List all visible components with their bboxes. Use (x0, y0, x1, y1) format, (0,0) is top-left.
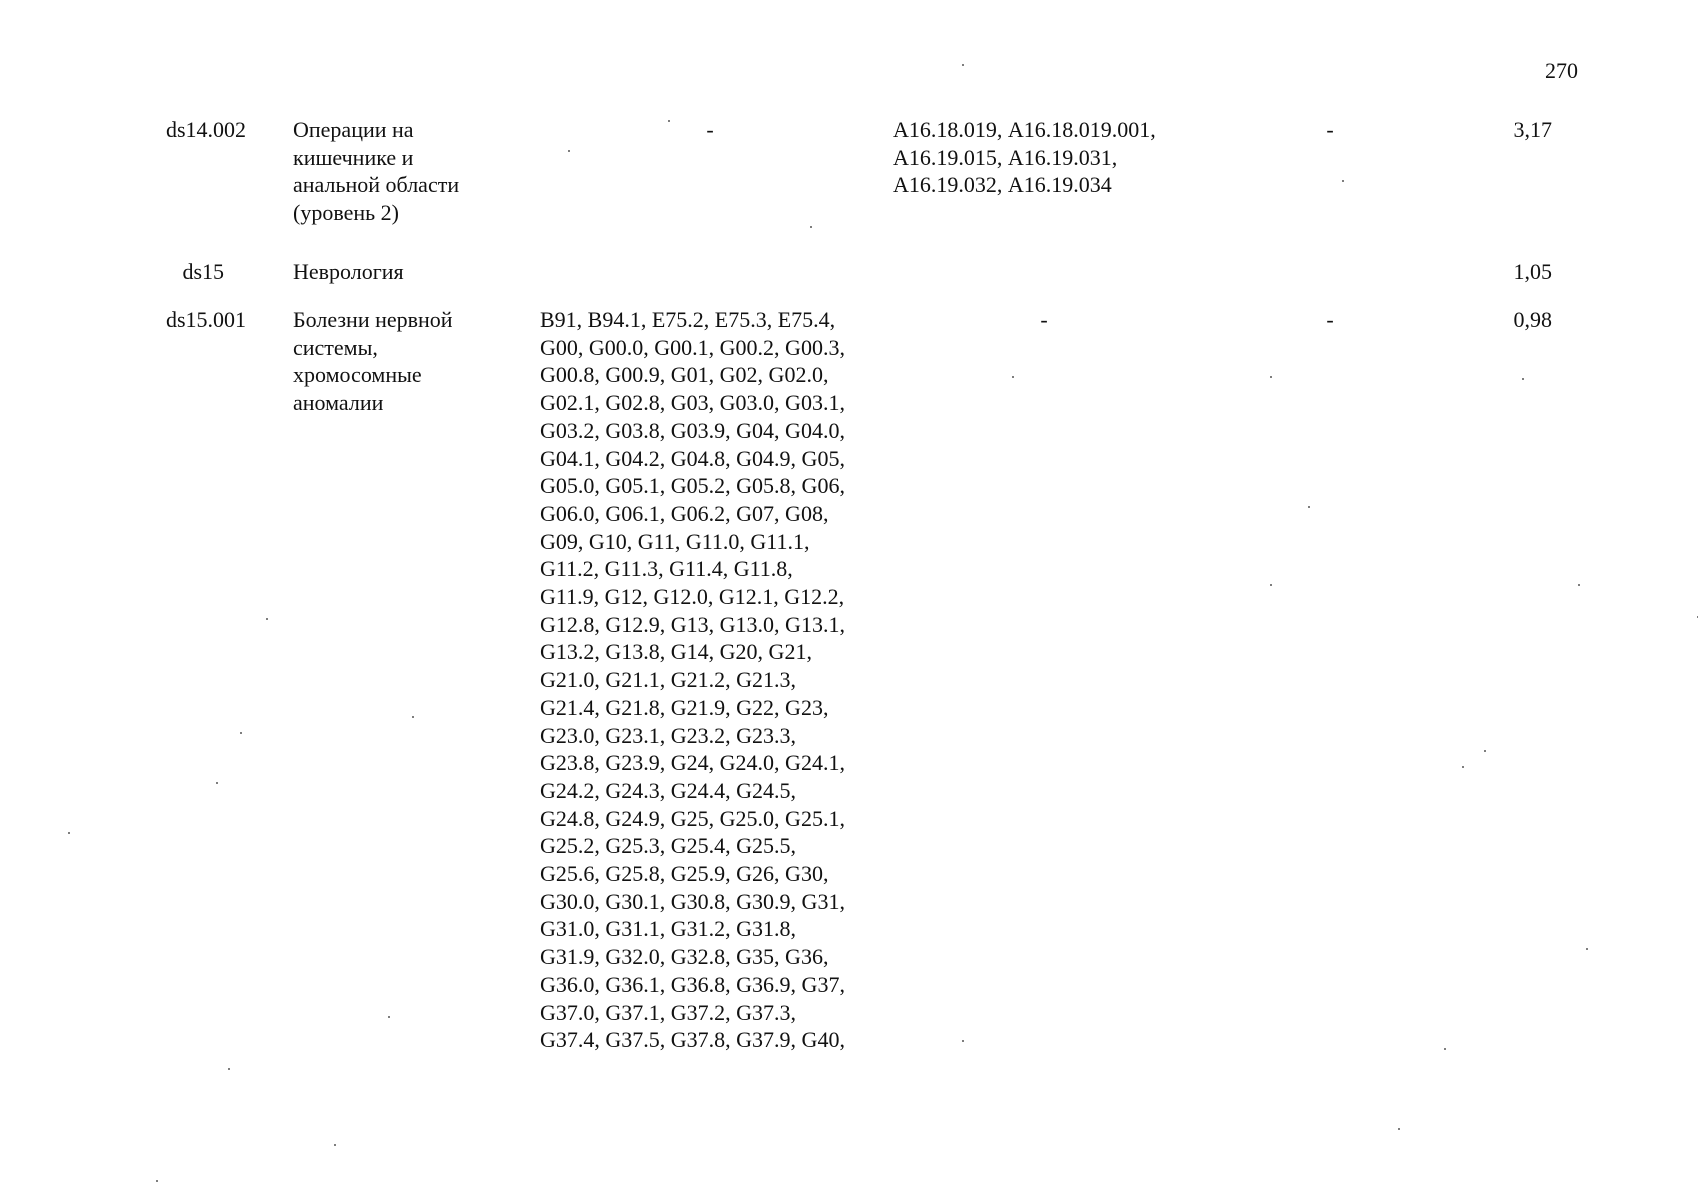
row-ds15-001-code: ds15.001 (165, 307, 246, 332)
diagnosis-line: G23.8, G23.9, G24, G24.0, G24.1, (540, 750, 845, 776)
row-ds15-name (293, 258, 523, 286)
scan-speck (1578, 584, 1580, 586)
diagnosis-line: G31.0, G31.1, G31.2, G31.8, (540, 916, 797, 942)
scan-speck (1522, 378, 1524, 380)
row-ds14-002-code: ds14.002 (165, 117, 246, 142)
name-line: кишечнике и (293, 144, 414, 170)
diagnosis-line: G25.2, G25.3, G25.4, G25.5, (540, 833, 797, 859)
diagnosis-line: G11.2, G11.3, G11.4, G11.8, (540, 556, 793, 582)
scan-speck (1398, 1128, 1400, 1130)
scan-speck (412, 716, 414, 718)
diagnosis-line: G30.0, G30.1, G30.8, G30.9, G31, (540, 888, 845, 914)
row-ds15-coefficient: 1,05 (1513, 259, 1552, 284)
diagnosis-line: G21.0, G21.1, G21.2, G21.3, (540, 667, 797, 693)
name-line: Неврология (293, 259, 404, 284)
row-ds14-002-coefficient: 3,17 (1513, 117, 1552, 142)
scan-speck (1270, 584, 1272, 586)
scan-speck (216, 782, 218, 784)
row-ds14-002-other: - (1326, 117, 1334, 142)
name-line: системы, (293, 334, 378, 360)
diagnosis-line: G05.0, G05.1, G05.2, G05.8, G06, (540, 473, 845, 499)
scan-speck (156, 1180, 158, 1182)
diagnosis-line: B91, B94.1, E75.2, E75.3, E75.4, (540, 307, 836, 332)
name-line: Операции на (293, 117, 414, 142)
scan-speck (1308, 506, 1310, 508)
scan-speck (1270, 376, 1272, 378)
diagnosis-line: G24.8, G24.9, G25, G25.0, G25.1, (540, 805, 845, 831)
diagnosis-line: G04.1, G04.2, G04.8, G04.9, G05, (540, 445, 845, 471)
diagnosis-line: G24.2, G24.3, G24.4, G24.5, (540, 777, 797, 803)
diagnosis-line: G25.6, G25.8, G25.9, G26, G30, (540, 861, 829, 887)
name-line: анальной области (293, 172, 460, 198)
diagnosis-line: G31.9, G32.0, G32.8, G35, G36, (540, 944, 829, 970)
scan-speck (1342, 180, 1344, 182)
diagnosis-line: G36.0, G36.1, G36.8, G36.9, G37, (540, 971, 845, 997)
scan-speck (240, 732, 242, 734)
service-line: А16.18.019, А16.18.019.001, (893, 117, 1156, 142)
scan-speck (228, 1068, 230, 1070)
row-ds14-002-name (293, 116, 523, 227)
diagnosis-line: G11.9, G12, G12.0, G12.1, G12.2, (540, 584, 845, 610)
page-number: 270 (1545, 58, 1578, 83)
diagnosis-line: G06.0, G06.1, G06.2, G07, G08, (540, 500, 829, 526)
diagnosis-line: G21.4, G21.8, G21.9, G22, G23, (540, 694, 829, 720)
row-ds15-001-coefficient: 0,98 (1513, 307, 1552, 332)
scan-speck (266, 618, 268, 620)
diagnosis-line: G37.0, G37.1, G37.2, G37.3, (540, 999, 797, 1025)
scan-speck (388, 1016, 390, 1018)
diagnosis-line: G12.8, G12.9, G13, G13.0, G13.1, (540, 611, 845, 637)
scan-speck (810, 226, 812, 228)
scan-speck (1012, 376, 1014, 378)
service-line: А16.19.032, А16.19.034 (893, 172, 1112, 198)
scan-speck (568, 150, 570, 152)
name-line: (уровень 2) (293, 200, 399, 226)
scan-speck (1462, 766, 1464, 768)
diagnosis-line: G02.1, G02.8, G03, G03.0, G03.1, (540, 390, 845, 416)
scan-speck (1586, 948, 1588, 950)
service-line: А16.19.015, А16.19.031, (893, 144, 1118, 170)
scan-speck (1484, 750, 1486, 752)
name-line: хромосомные (293, 362, 422, 388)
name-line: Болезни нервной (293, 307, 453, 332)
diagnosis-line: G03.2, G03.8, G03.9, G04, G04.0, (540, 417, 845, 443)
scan-speck (962, 1040, 964, 1042)
row-ds15-001-other: - (1326, 307, 1334, 332)
scan-speck (668, 120, 670, 122)
scan-speck (962, 64, 964, 66)
diagnosis-line: G00, G00.0, G00.1, G00.2, G00.3, (540, 334, 845, 360)
row-ds15-001-diagnoses (540, 306, 920, 1054)
diagnosis-line: G37.4, G37.5, G37.8, G37.9, G40, (540, 1027, 845, 1053)
diagnosis-line: G00.8, G00.9, G01, G02, G02.0, (540, 362, 829, 388)
scan-speck (334, 1144, 336, 1146)
row-ds14-002-services (893, 116, 1223, 199)
row-ds15-001-services: - (1040, 307, 1048, 332)
row-ds15-001-name (293, 306, 523, 417)
diagnosis-line: G09, G10, G11, G11.0, G11.1, (540, 528, 810, 554)
scan-speck (68, 832, 70, 834)
scan-speck (1444, 1048, 1446, 1050)
diagnosis-line: G13.2, G13.8, G14, G20, G21, (540, 639, 812, 665)
row-ds14-002-diagnoses: - (706, 117, 714, 142)
name-line: аномалии (293, 390, 384, 416)
row-ds15-code: ds15 (182, 259, 224, 284)
diagnosis-line: G23.0, G23.1, G23.2, G23.3, (540, 722, 797, 748)
